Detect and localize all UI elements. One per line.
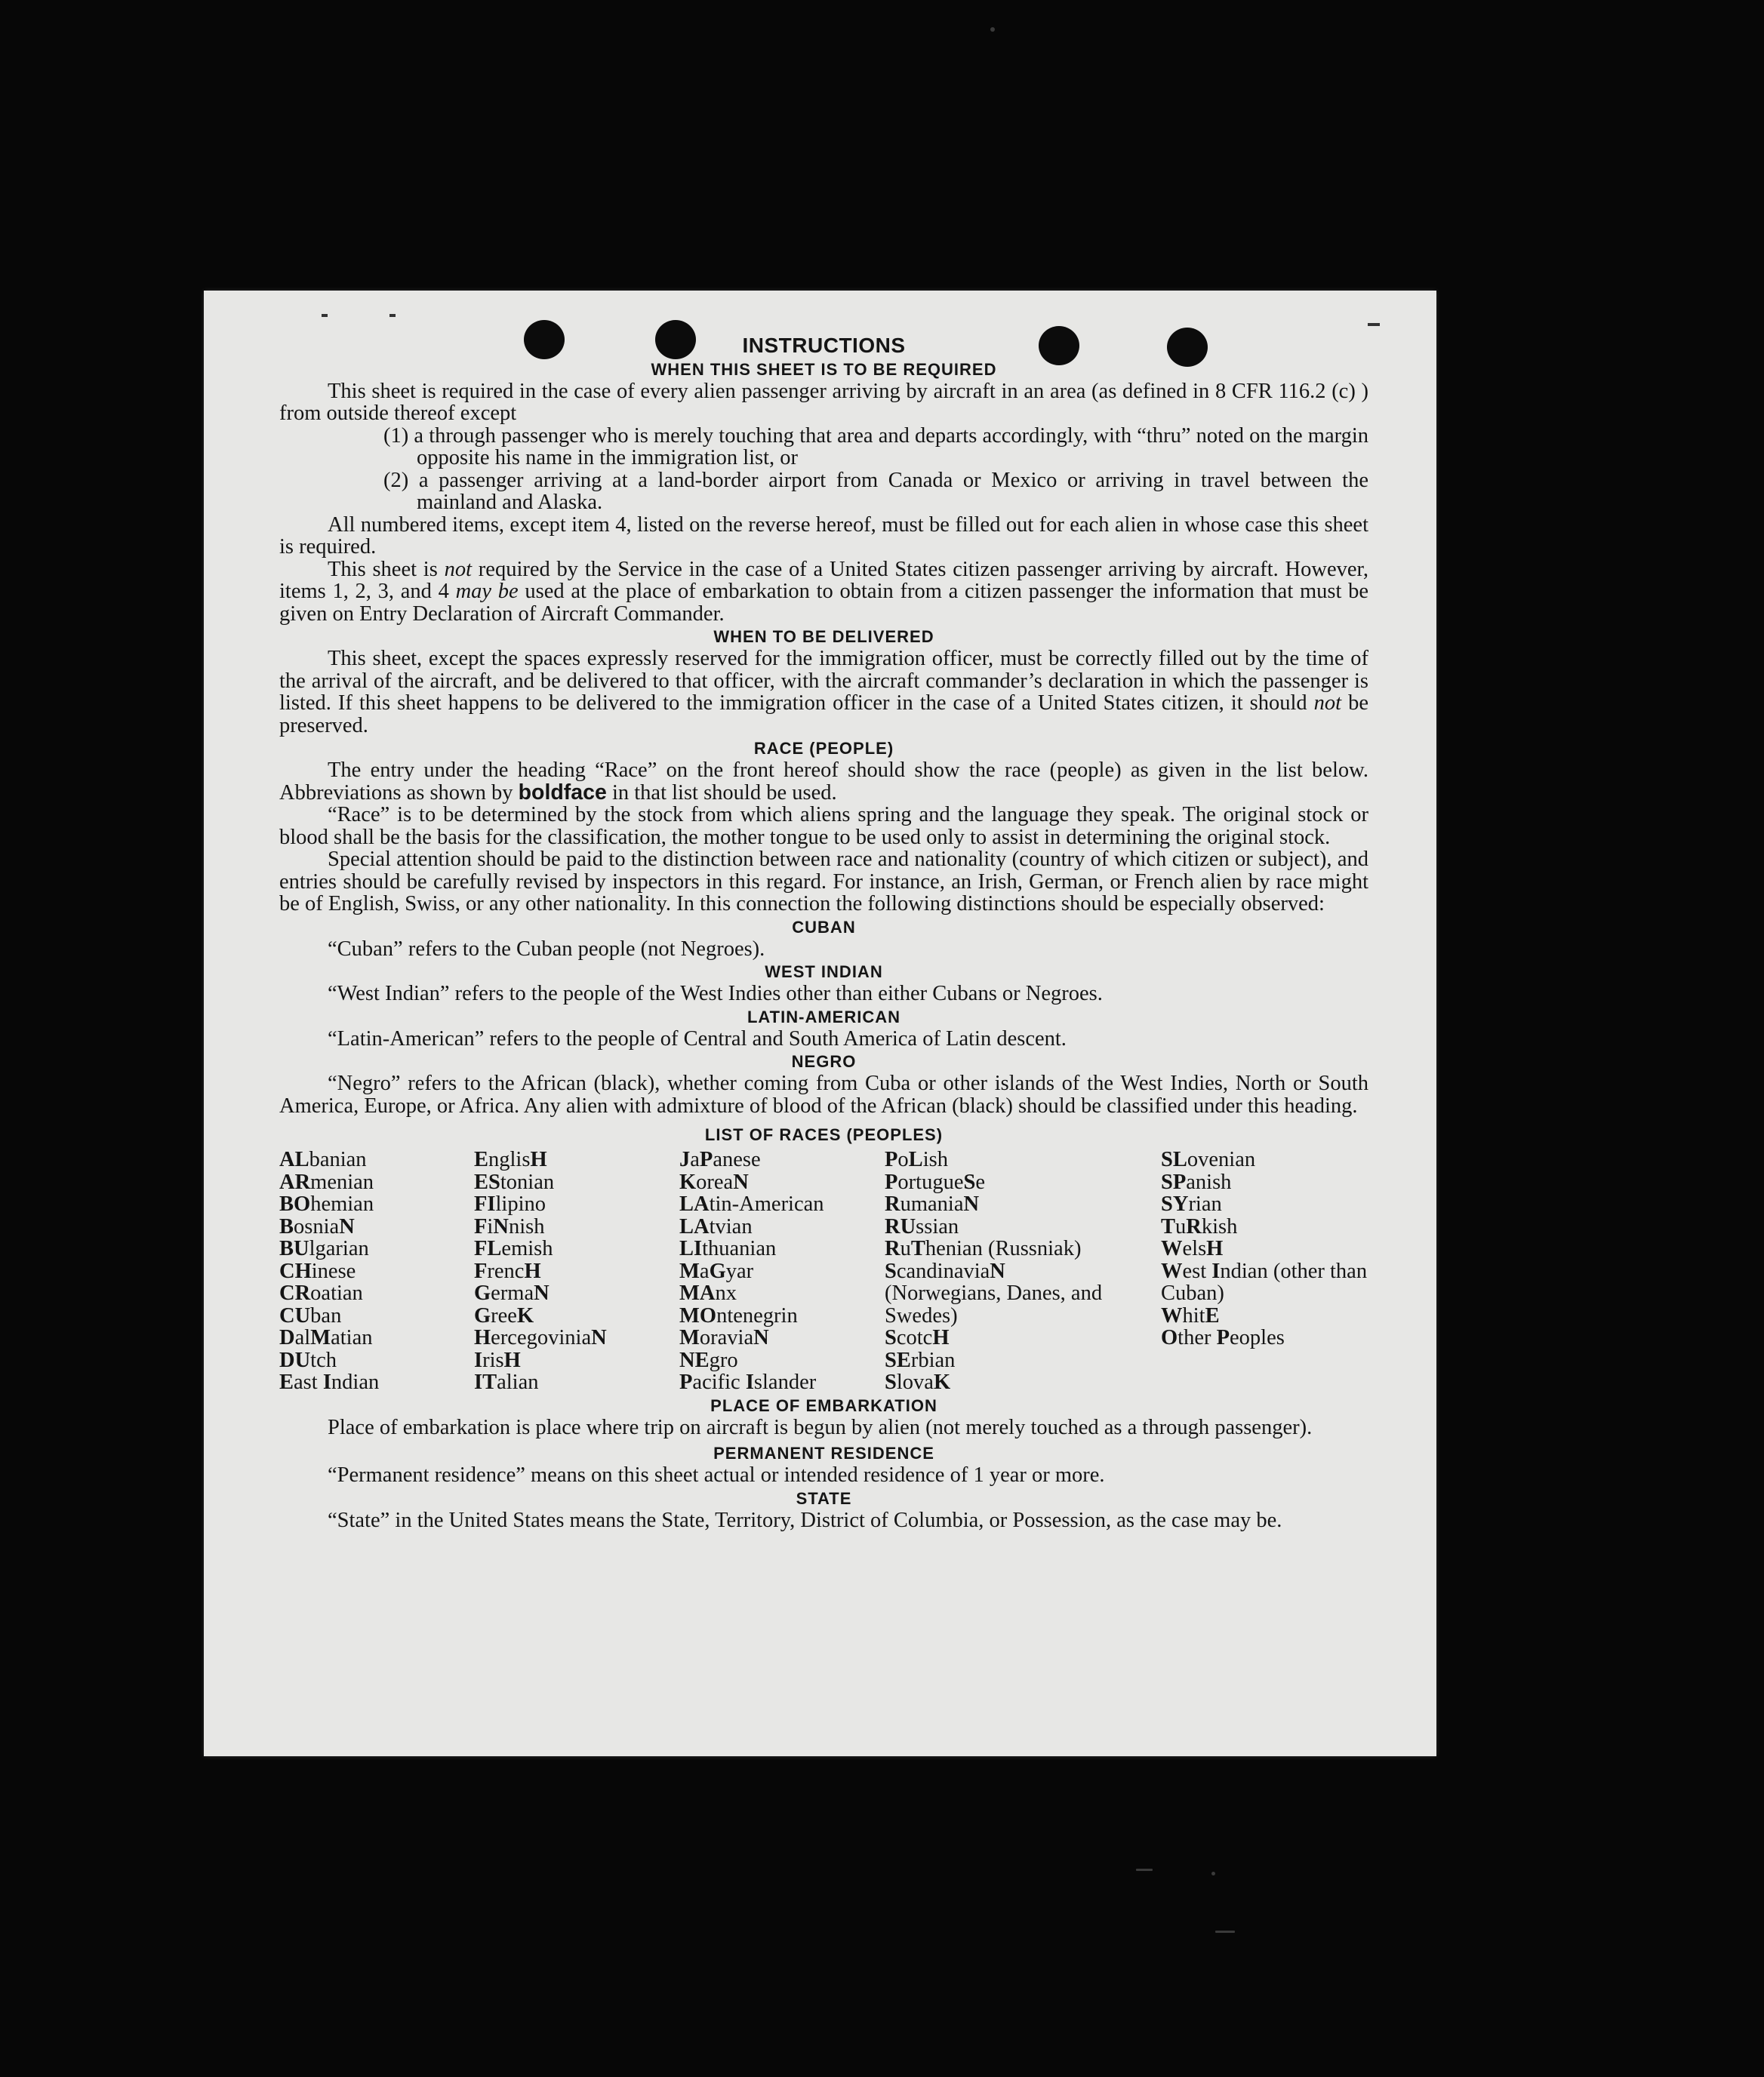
race-abbreviation: W (1161, 1259, 1183, 1283)
race-abbreviation: RU (885, 1214, 916, 1239)
race-abbreviation: P (679, 1371, 693, 1394)
race-entry (474, 1282, 679, 1305)
race-abbreviation: SE (885, 1348, 911, 1372)
paragraph: “State” in the United States means the State, Territory, District of Columbia, or Possession, as the case may be. (328, 1508, 1282, 1532)
race-entry (679, 1282, 885, 1305)
race-text: hit (1182, 1303, 1205, 1328)
race-text: rbian (910, 1348, 956, 1372)
race-text: nglis (488, 1148, 531, 1171)
race-text: atian (331, 1326, 373, 1349)
race-abbreviation: L (908, 1148, 923, 1171)
race-entry (679, 1327, 885, 1349)
race-text: eoples (1230, 1326, 1285, 1349)
race-text: tvian (709, 1214, 753, 1239)
race-abbreviation: O (1161, 1326, 1178, 1349)
race-text: ree (491, 1303, 517, 1328)
race-abbreviation: I (322, 1371, 331, 1394)
race-entry (885, 1260, 1126, 1328)
race-entry (279, 1193, 474, 1216)
race-entry (1161, 1238, 1368, 1260)
race-entry (279, 1282, 474, 1305)
race-text: rian (1188, 1192, 1222, 1216)
race-abbreviation: N (591, 1326, 607, 1349)
race-entry (1161, 1193, 1368, 1216)
race-text: lova (896, 1371, 934, 1394)
race-abbreviation: P (885, 1170, 898, 1194)
scan-speck (1211, 1872, 1215, 1875)
race-abbreviation: P (1216, 1326, 1230, 1349)
race-entry (679, 1216, 885, 1239)
race-abbreviation: AL (279, 1148, 309, 1171)
race-abbreviation: LA (679, 1214, 710, 1239)
race-abbreviation: NE (679, 1348, 710, 1372)
race-text: tin-American (709, 1192, 824, 1216)
paragraph: “Race” is to be determined by the stock from which aliens spring and the language they speak. The original stock or blood shall be the basis for the classification, the mother tongue to be used only to assist in determining the original stock. (279, 803, 1368, 849)
race-text: ther (1178, 1326, 1217, 1349)
race-entry (679, 1349, 885, 1372)
race-text: o (897, 1148, 909, 1171)
race-abbreviation: H (530, 1148, 547, 1171)
document-title: INSTRUCTIONS (742, 334, 906, 357)
race-abbreviation: W (1161, 1237, 1183, 1260)
paragraph: “Latin-American” refers to the people of Central and South America of Latin descent. (328, 1026, 1067, 1051)
race-abbreviation: ES (474, 1170, 500, 1194)
race-abbreviation: S (885, 1371, 897, 1394)
scan-speck (1136, 1869, 1153, 1871)
race-entry (885, 1193, 1126, 1216)
race-text: ban (310, 1303, 342, 1328)
race-abbreviation: FI (474, 1192, 496, 1216)
race-text: yar (725, 1259, 754, 1283)
race-abbreviation: G (474, 1282, 491, 1305)
race-abbreviation: W (1161, 1303, 1183, 1328)
heading-state: STATE (796, 1488, 852, 1508)
race-entry (1161, 1216, 1368, 1239)
race-abbreviation: S (885, 1326, 897, 1349)
race-entry (885, 1327, 1126, 1349)
edge-mark (389, 314, 396, 317)
race-text: ntenegrin (716, 1303, 798, 1328)
race-abbreviation: SP (1161, 1170, 1187, 1194)
race-abbreviation: R (1186, 1214, 1202, 1239)
race-text: umania (900, 1192, 964, 1216)
race-text: ercegovinia (491, 1326, 592, 1349)
race-abbreviation: M (679, 1326, 700, 1349)
race-abbreviation: H (503, 1348, 521, 1372)
heading-residence: PERMANENT RESIDENCE (713, 1444, 934, 1463)
race-text: u (1175, 1214, 1187, 1239)
race-abbreviation: H (1206, 1237, 1224, 1260)
race-text: orea (696, 1170, 734, 1194)
paragraph: Place of embarkation is place where trip on aircraft is begun by alien (not merely touched as a through passenger). (328, 1415, 1313, 1439)
race-entry (279, 1260, 474, 1283)
race-abbreviation: G (474, 1303, 491, 1328)
race-entry (279, 1149, 474, 1171)
race-text: slander (753, 1371, 817, 1394)
race-entry (1161, 1327, 1368, 1349)
race-text: anese (713, 1148, 761, 1171)
race-abbreviation: CH (279, 1259, 312, 1283)
race-abbreviation: T (910, 1237, 925, 1260)
scan-speck (990, 27, 995, 32)
race-abbreviation: D (279, 1326, 295, 1349)
race-entry (885, 1171, 1126, 1194)
race-entry (279, 1349, 474, 1372)
race-abbreviation: M (679, 1259, 700, 1283)
race-abbreviation: SY (1161, 1192, 1189, 1216)
race-entry (885, 1238, 1126, 1260)
list-item: (2) a passenger arriving at a land-border airport from Canada or Mexico or arriving in travel between the mainland and Alaska. (383, 468, 1368, 514)
race-text: ris (482, 1348, 504, 1372)
race-text: ssian (916, 1214, 959, 1239)
race-entry (1161, 1171, 1368, 1194)
race-abbreviation: BO (279, 1192, 311, 1216)
race-abbreviation: B (279, 1214, 294, 1239)
race-abbreviation: N (339, 1214, 355, 1239)
race-abbreviation: MA (679, 1282, 716, 1305)
race-entry (474, 1327, 679, 1349)
race-text: ast (294, 1371, 323, 1394)
heading-latin-american: LATIN-AMERICAN (747, 1007, 900, 1026)
race-abbreviation: E (279, 1371, 294, 1394)
heading-delivered: WHEN TO BE DELIVERED (713, 627, 934, 646)
paragraph: This sheet is not required by the Service in the case of a United States citizen passenger arriving by aircraft. However, items 1, 2, 3, and 4 may be used at the place of embarkation to obtain from a citizen passenger the information that must be given on Entry Declaration of Aircraft Commander. (279, 557, 1368, 626)
scan-speck (1215, 1931, 1235, 1933)
race-text: acific (692, 1371, 746, 1394)
race-text: ish (922, 1148, 948, 1171)
race-text: kish (1201, 1214, 1238, 1239)
race-text: ortugue (897, 1170, 964, 1194)
race-text: osnia (294, 1214, 340, 1239)
race-entry (279, 1327, 474, 1349)
race-text: menian (310, 1170, 374, 1194)
race-abbreviation: DU (279, 1348, 311, 1372)
instructions-content (279, 334, 1368, 1531)
race-text: erma (491, 1282, 534, 1305)
race-text: hemian (310, 1192, 374, 1216)
race-entry (885, 1216, 1126, 1239)
race-text: lgarian (309, 1237, 369, 1260)
race-column (885, 1149, 1161, 1394)
race-text: al (294, 1326, 311, 1349)
race-abbreviation: K (933, 1371, 951, 1394)
race-text: emish (501, 1237, 553, 1260)
race-abbreviation: SL (1161, 1148, 1187, 1171)
race-abbreviation: J (679, 1148, 691, 1171)
race-entry (474, 1371, 679, 1394)
heading-race: RACE (PEOPLE) (753, 739, 894, 758)
race-entry (474, 1193, 679, 1216)
heading-west-indian: WEST INDIAN (765, 962, 883, 981)
race-text: est (1182, 1259, 1212, 1283)
race-text: ndian (other than Cuban) (1161, 1259, 1368, 1305)
race-abbreviation: R (885, 1237, 900, 1260)
heading-required: WHEN THIS SHEET IS TO BE REQUIRED (651, 359, 997, 379)
race-text: oravia (699, 1326, 754, 1349)
race-text: ndian (331, 1371, 380, 1394)
race-abbreviation: N (753, 1326, 769, 1349)
race-abbreviation: FL (474, 1237, 502, 1260)
heading-embarkation: PLACE OF EMBARKATION (710, 1395, 937, 1415)
race-column (279, 1149, 474, 1394)
race-entry (474, 1149, 679, 1171)
race-abbreviation: H (524, 1259, 541, 1283)
list-item: (1) a through passenger who is merely touching that area and departs accordingly, with “thru” noted on the margin opposite his name in the immigration list, or (383, 423, 1368, 469)
edge-mark (322, 314, 328, 317)
race-abbreviation: N (534, 1282, 550, 1305)
race-text: henian (Russniak) (925, 1237, 1082, 1260)
race-abbreviation: I (474, 1348, 483, 1372)
race-abbreviation: N (963, 1192, 980, 1216)
race-entry (679, 1371, 885, 1394)
race-abbreviation: I (1211, 1259, 1221, 1283)
race-abbreviation: CU (279, 1303, 311, 1328)
race-abbreviation: N (493, 1214, 509, 1239)
race-text: lipino (495, 1192, 546, 1216)
race-text: els (1182, 1237, 1207, 1260)
race-text: inese (311, 1259, 356, 1283)
race-text: anish (1186, 1170, 1232, 1194)
race-text: a (690, 1148, 700, 1171)
race-text: banian (309, 1148, 367, 1171)
paragraph: Special attention should be paid to the distinction between race and nationality (country of which citizen or subject), and entries should be carefully revised by inspectors in this regard. For instance, an Irish, German, or French alien by race might be of English, Swiss, or any other nationality. In this connection the following distinctions should be especially observed: (279, 848, 1368, 915)
race-abbreviation: N (990, 1259, 1005, 1283)
paragraph: “Permanent residence” means on this sheet actual or intended residence of 1 year or more. (328, 1463, 1105, 1487)
race-abbreviation: G (709, 1259, 726, 1283)
race-text: oatian (310, 1282, 363, 1305)
race-text: ovenian (1187, 1148, 1256, 1171)
heading-cuban: CUBAN (792, 917, 856, 937)
race-abbreviation: P (699, 1148, 713, 1171)
race-entry (679, 1171, 885, 1194)
race-entry (1161, 1149, 1368, 1171)
race-column (474, 1149, 679, 1394)
paragraph: “West Indian” refers to the people of the West Indies other than either Cubans or Negroes. (328, 982, 1103, 1005)
race-abbreviation: P (885, 1148, 898, 1171)
race-abbreviation: LI (679, 1237, 703, 1260)
paragraph: This sheet is required in the case of every alien passenger arriving by aircraft in an area (as defined in 8 CFR 116.2 (c) ) from outside thereof except (279, 379, 1368, 425)
race-abbreviation: K (679, 1170, 697, 1194)
race-abbreviation: T (1161, 1214, 1176, 1239)
race-text: thuanian (702, 1237, 777, 1260)
paragraph: The entry under the heading “Race” on the front hereof should show the race (people) as given in the list below. Abbreviations as shown by boldface in that list should be used. (279, 758, 1368, 805)
race-entry (279, 1238, 474, 1260)
race-abbreviation: F (474, 1259, 488, 1283)
paragraph: This sheet, except the spaces expressly reserved for the immigration officer, must be correctly filled out by the time of the arrival of the aircraft, and be delivered to that officer, with the aircraft commander’s declaration in which the passenger is listed. If this sheet happens to be delivered to the immigration officer in the case of a United States citizen, it should not be preserved. (279, 647, 1368, 737)
race-text: nish (508, 1214, 545, 1239)
race-entry (679, 1260, 885, 1283)
race-entry (474, 1171, 679, 1194)
race-abbreviation: LA (679, 1192, 710, 1216)
race-abbreviation: I (745, 1371, 754, 1394)
race-abbreviation: S (963, 1170, 976, 1194)
paragraph: “Negro” refers to the African (black), whether coming from Cuba or other islands of the West Indies, North or South America, Europe, or Africa. Any alien with admixture of blood of the African (black) should be classified under this heading. (279, 1072, 1368, 1118)
race-text: u (900, 1237, 911, 1260)
race-entry (474, 1305, 679, 1328)
race-abbreviation: MO (679, 1303, 717, 1328)
paragraph: “Cuban” refers to the Cuban people (not Negroes). (328, 937, 765, 961)
race-entry (885, 1149, 1126, 1171)
race-entry (885, 1371, 1126, 1394)
race-entry (1161, 1260, 1368, 1305)
race-abbreviation: R (885, 1192, 900, 1216)
race-abbreviation: AR (279, 1170, 311, 1194)
race-list (279, 1149, 1368, 1394)
race-abbreviation: S (885, 1259, 897, 1283)
heading-negro: NEGRO (791, 1052, 857, 1071)
race-entry (279, 1305, 474, 1328)
race-text: renc (487, 1259, 525, 1283)
race-entry (885, 1349, 1126, 1372)
race-entry (474, 1349, 679, 1372)
race-text: a (699, 1259, 710, 1283)
race-abbreviation: CR (279, 1282, 311, 1305)
race-abbreviation: E (474, 1148, 489, 1171)
race-entry (279, 1371, 474, 1394)
race-entry (474, 1216, 679, 1239)
race-abbreviation: E (1205, 1303, 1220, 1328)
race-entry (279, 1216, 474, 1239)
race-text: candinavia (896, 1259, 990, 1283)
race-abbreviation: IT (474, 1371, 497, 1394)
edge-mark (1368, 323, 1380, 326)
race-text: tch (310, 1348, 337, 1372)
race-abbreviation: F (474, 1214, 488, 1239)
race-entry (279, 1171, 474, 1194)
race-text: (Norwegians, Danes, and Swedes) (885, 1282, 1103, 1328)
race-abbreviation: H (932, 1326, 950, 1349)
race-text: i (487, 1214, 494, 1239)
race-abbreviation: N (733, 1170, 749, 1194)
race-text: e (975, 1170, 985, 1194)
race-abbreviation: H (474, 1326, 491, 1349)
race-entry (474, 1238, 679, 1260)
race-entry (679, 1305, 885, 1328)
race-entry (679, 1193, 885, 1216)
race-text: alian (497, 1371, 539, 1394)
document-sheet (204, 291, 1436, 1756)
race-text: cotc (896, 1326, 933, 1349)
race-abbreviation: M (310, 1326, 331, 1349)
race-entry (1161, 1305, 1368, 1328)
heading-list-of-races: LIST OF RACES (PEOPLES) (704, 1125, 944, 1144)
paragraph: All numbered items, except item 4, listed on the reverse hereof, must be filled out for each alien in whose case this sheet is required. (279, 512, 1368, 558)
race-abbreviation: BU (279, 1237, 309, 1260)
race-abbreviation: K (516, 1303, 534, 1328)
race-text: gro (709, 1348, 738, 1372)
race-entry (679, 1149, 885, 1171)
race-text: tonian (500, 1170, 555, 1194)
race-column (679, 1149, 885, 1394)
race-entry (679, 1238, 885, 1260)
race-text: nx (715, 1282, 737, 1305)
race-entry (474, 1260, 679, 1283)
race-column (1161, 1149, 1368, 1394)
